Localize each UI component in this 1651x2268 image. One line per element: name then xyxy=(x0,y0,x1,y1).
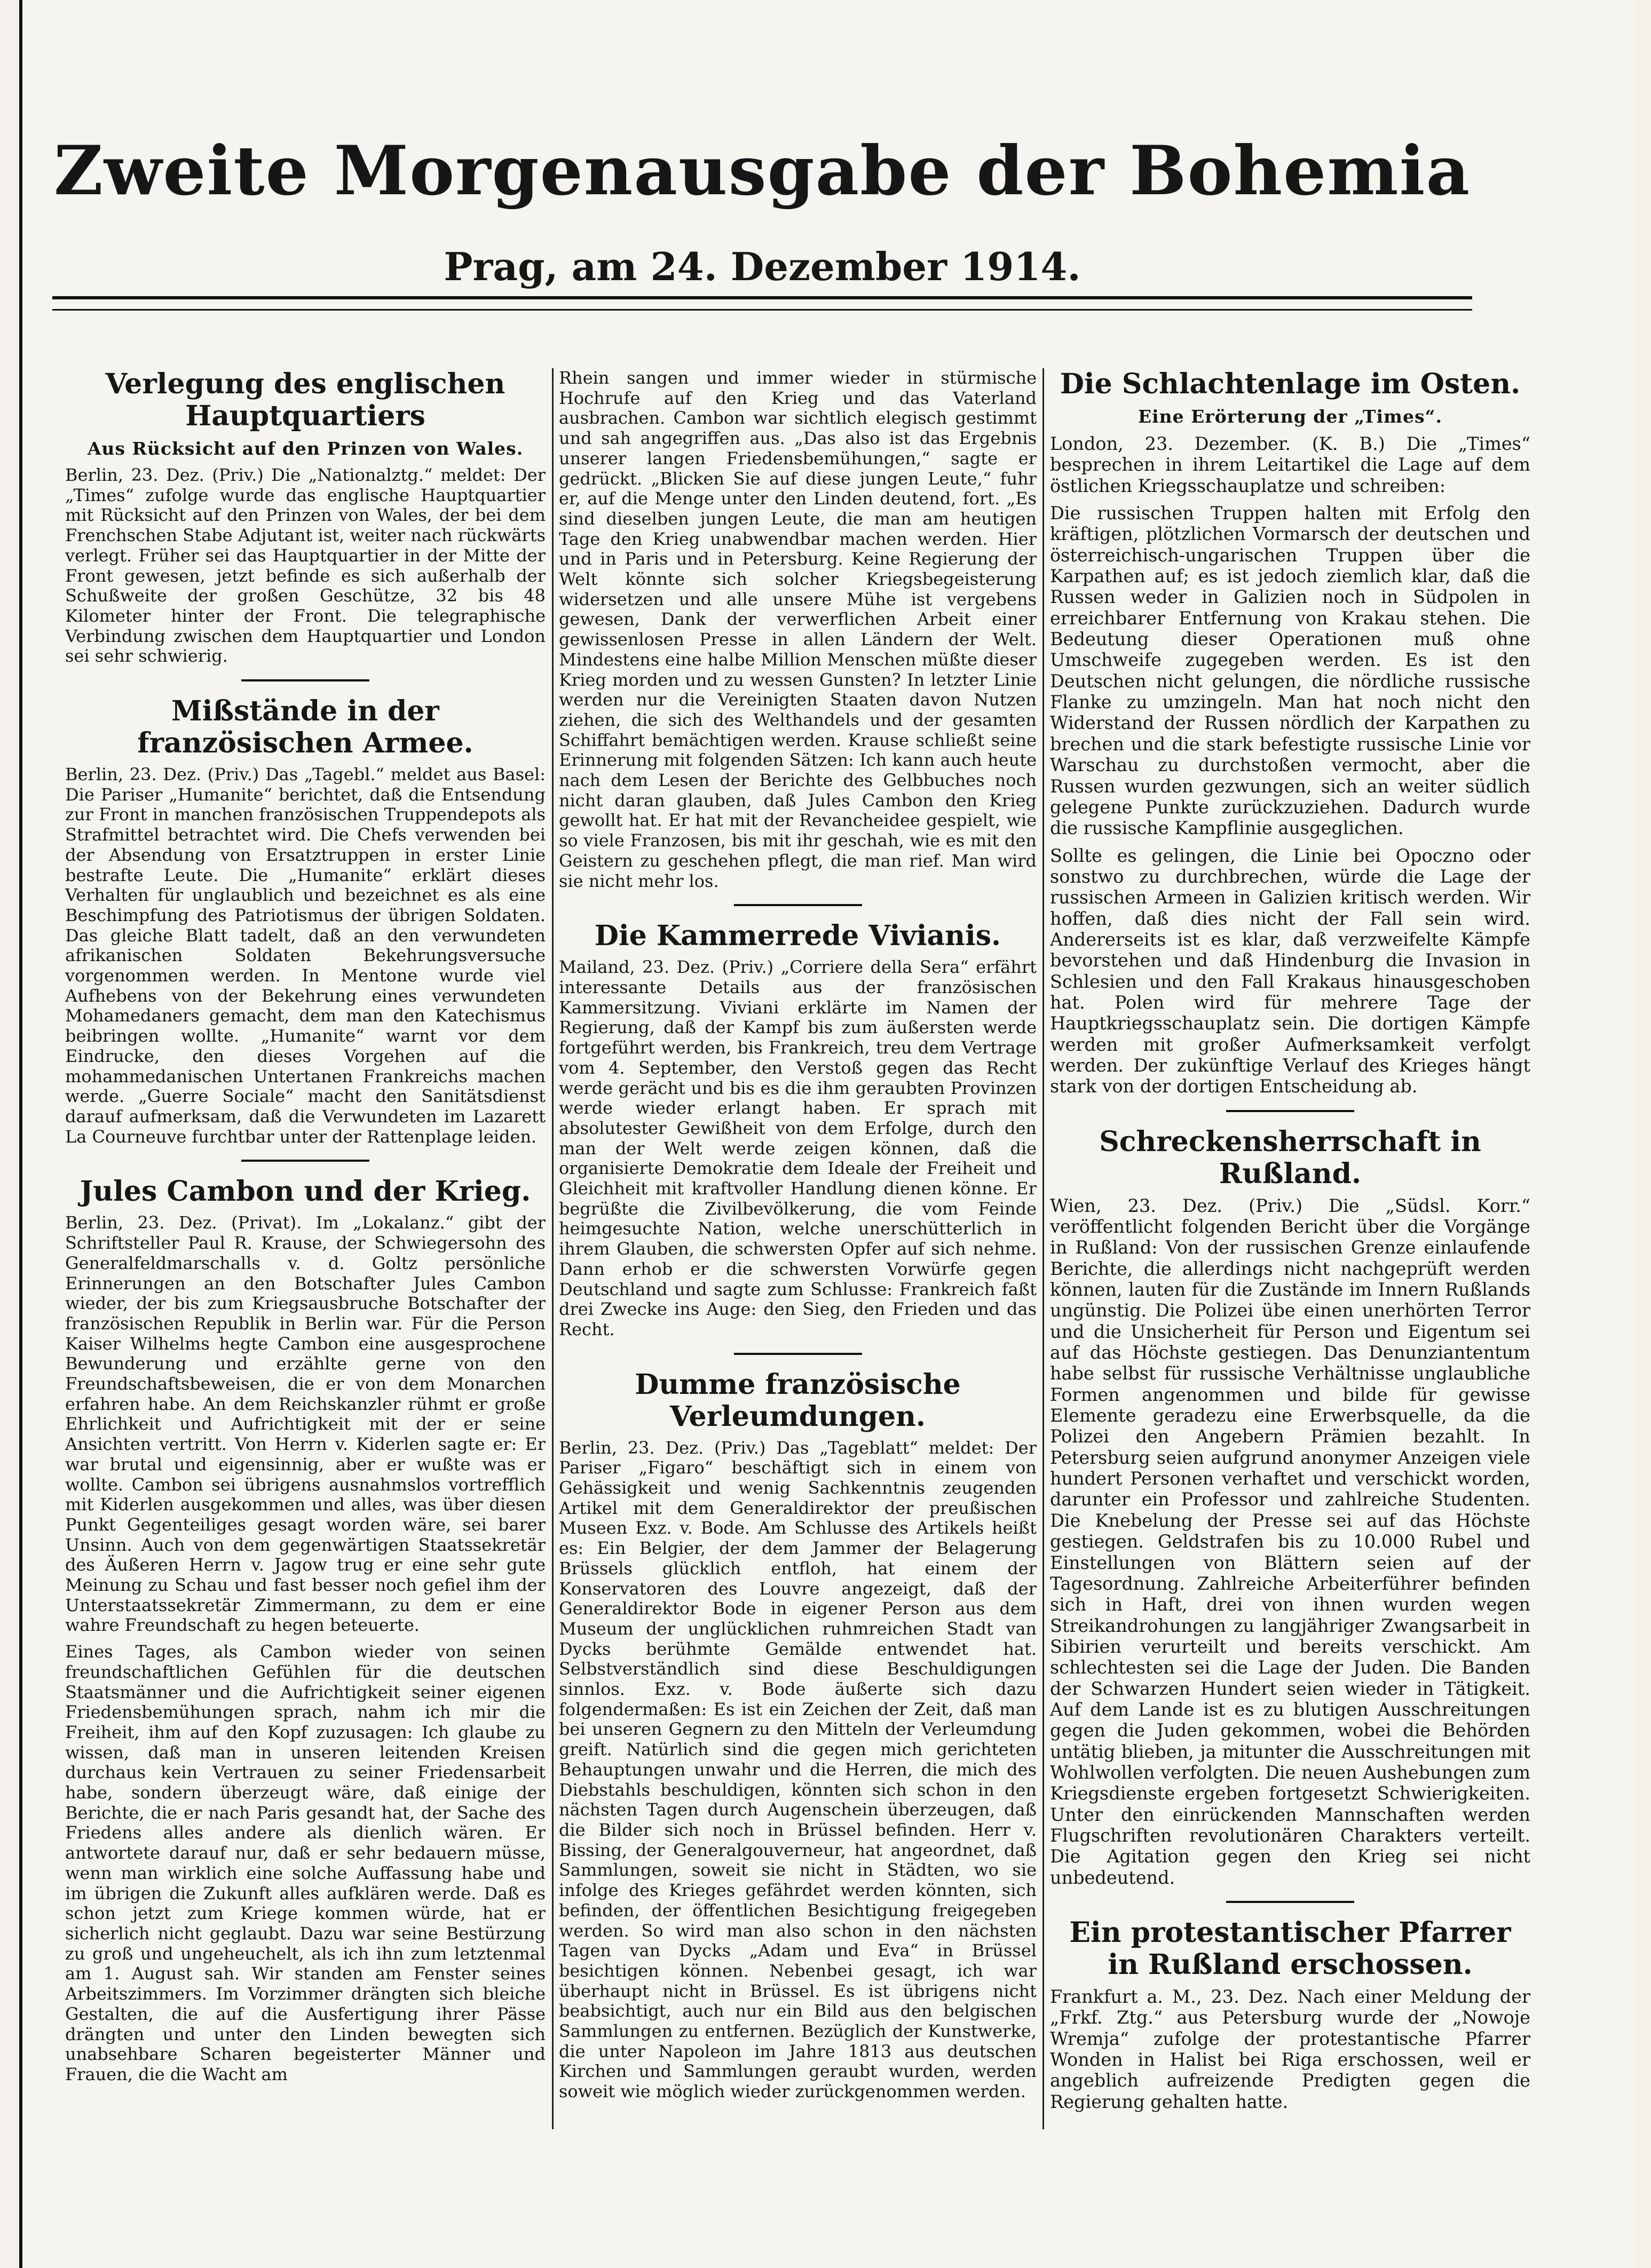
article-paragraph: London, 23. Dezember. (K. B.) Die „Times“ besprechen in ihrem Leitartikel die Lage auf dem östlichen Kriegsschauplatze und schreiben: xyxy=(1050,433,1530,496)
article-separator xyxy=(1226,1110,1354,1112)
article-paragraph: Berlin, 23. Dez. (Priv.) Die „Nationalztg.“ meldet: Der „Times“ zufolge wurde das englische Hauptquartier mit Rücksicht auf den Prinzen von Wales, der bei dem Frenchschen Stabe Adjutant ist, weiter nach rückwärts verlegt. Früher sei das Hauptquartier in der Mitte der Front gewesen, jetzt befinde es sich außerhalb der Schußweite der großen Geschütze, 32 bis 48 Kilometer hinter der Front. Die telegraphische Verbindung zwischen dem Hauptquartier und London sei sehr schwierig. xyxy=(65,465,546,667)
article-headline: Mißstände in der französischen Armee. xyxy=(137,695,473,760)
article xyxy=(1050,1126,1530,1888)
article-headline: Die Schlachtenlage im Osten. xyxy=(1060,368,1521,400)
masthead-rule xyxy=(52,296,1472,311)
article-headline: Dumme französische Verleumdungen. xyxy=(635,1368,961,1433)
article-paragraph: Sollte es gelingen, die Linie bei Opoczno oder sonstwo zu durchbrechen, würde die Lage der russischen Armeen in Galizien kritisch werden. Wir hoffen, daß dies nicht der Fall sein wird. Andererseits ist es klar, daß verzweifelte Kämpfe bevorstehen und daß Hindenburg die Invasion in Schlesien und den Fall Krakaus hinausgeschoben hat. Polen wird für mehrere Tage der Hauptkriegsschauplatz sein. Die dortigen Kämpfe werden mit großer Aufmerksamkeit verfolgt werden. Der zukünftige Verlauf des Krieges hängt stark von der dortigen Entscheidung ab. xyxy=(1050,845,1530,1097)
article-paragraph: Die russischen Truppen halten mit Erfolg den kräftigen, plötzlichen Vormarsch der deutschen und österreichisch-ungarischen Truppen über die Karpathen auf; es ist jedoch ziemlich klar, daß die Russen weder in Galizien noch in Südpolen in erreichbarer Entfernung von Krakau stehen. Die Bedeutung dieser Operationen muß ohne Umschweife zugegeben werden. Es ist den Deutschen nicht gelungen, die nördliche russische Flanke zu umzingeln. Man hat noch nicht den Widerstand der Russen nördlich der Karpathen zu brechen und die stark befestigte russische Linie vor Warschau zu durchstoßen vermocht, aber die Russen wurden gezwungen, sich an weiter südlich gelegene Punkte zurückzuziehen. Dadurch wurde die russische Kampflinie ausgeglichen. xyxy=(1050,503,1530,839)
article xyxy=(559,920,1037,1339)
article-headline: Ein protestantischer Pfarrer in Rußland erschossen. xyxy=(1069,1916,1511,1981)
article xyxy=(65,368,546,667)
article xyxy=(559,1369,1037,2102)
article xyxy=(65,1176,546,2084)
article-paragraph: Frankfurt a. M., 23. Dez. Nach einer Meldung der „Frkf. Ztg.“ aus Petersburg wurde der „Nowoje Wremja“ zufolge der protestantische Pfarrer Wonden in Halist bei Riga erschossen, weil er angeblich aufreizende Predigten gegen die Regierung gehalten hatte. xyxy=(1050,1986,1530,2112)
article-headline: Jules Cambon und der Krieg. xyxy=(80,1175,531,1208)
article-subhead: Aus Rücksicht auf den Prinzen von Wales. xyxy=(87,438,524,459)
masthead-date-line: Prag, am 24. Dezember 1914. xyxy=(444,244,1081,289)
article-paragraph: Berlin, 23. Dez. (Privat). Im „Lokalanz.“ gibt der Schriftsteller Paul R. Krause, der Schwiegersohn des Generalfeldmarschalls v. d. Goltz persönliche Erinnerungen an den Botschafter Jules Cambon wieder, der bis zum Kriegsausbruche Botschafter der französischen Republik in Berlin war. Für die Person Kaiser Wilhelms hegte Cambon eine ausgesprochene Bewunderung und erzählte gerne von den Freundschaftsbeweisen, die er von dem Monarchen erfahren habe. An dem Reichskanzler rühmt er große Ehrlichkeit und Aufrichtigkeit mit der er seine Ansichten vertritt. Von Herrn v. Kiderlen sagte er: Er war brutal und eigensinnig, aber er wußte was er wollte. Cambon sei übrigens ausnahmslos vortrefflich mit Kiderlen ausgekommen und alles, was über diesen Punkt Gegenteiliges gesagt worden wäre, sei barer Unsinn. Auch von dem gegenwärtigen Staatssekretär des Äußeren Herrn v. Jagow trug er eine sehr gute Meinung zu Schau und fast besser noch gefiel ihm der Unterstaatssekretär Zimmermann, zu dem er eine wahre Freundschaft zu hegen beteuerte. xyxy=(65,1212,546,1636)
article-separator xyxy=(241,679,369,681)
article-headline: Verlegung des englischen Hauptquartiers xyxy=(105,368,505,432)
article-separator xyxy=(1226,1901,1354,1903)
column-left xyxy=(65,368,546,2129)
article xyxy=(1050,1917,1530,2112)
column-middle xyxy=(559,368,1037,2135)
article-paragraph: Wien, 23. Dez. (Priv.) Die „Südsl. Korr.“ veröffentlicht folgenden Bericht über die Vorgänge in Rußland: Von der russischen Grenze einlaufende Berichte, die allerdings nicht nachgeprüft werden können, lauten für die Zustände im Innern Rußlands ungünstig. Die Polizei übe einen unerhörten Terror und die Unsicherheit für Person und Eigentum sei auf das Höchste gestiegen. Das Denunziantentum habe selbst für russische Verhältnisse unglaubliche Formen angenommen und bilde für gewisse Elemente geradezu eine Erwerbsquelle, da die Polizei den Angebern Prämien bezahlt. In Petersburg seien aufgrund anonymer Anzeigen viele hundert Personen verhaftet und verschickt worden, darunter ein Professor und zahlreiche Studenten. Die Knebelung der Presse sei auf das Höchste gestiegen. Geldstrafen bis zu 10.000 Rubel und Einstellungen von Blättern seien auf der Tagesordnung. Zahlreiche Arbeiterführer befinden sich in Haft, drei von ihnen wurden wegen Streikandrohungen zu langjähriger Zwangsarbeit in Sibirien verurteilt und bereits verschickt. Am schlechtesten sei die Lage der Juden. Die Banden der Schwarzen Hundert seien wieder in Tätigkeit. Auf dem Lande ist es zu blutigen Ausschreitungen gegen die Juden gekommen, wobei die Behörden untätig blieben, ja mitunter die Ausschreitungen mit Wohlwollen verfolgten. Die neuen Aushebungen zum Kriegsdienste ergeben fortgesetzt Schwierigkeiten. Unter den einrückenden Mannschaften werden Flugschriften revolutionären Charakters verteilt. Die Agitation gegen den Krieg sei nicht unbedeutend. xyxy=(1050,1195,1530,1888)
article-paragraph: Mailand, 23. Dez. (Priv.) „Corriere della Sera“ erfährt interessante Details aus der französischen Kammersitzung. Viviani erklärte im Namen der Regierung, daß der Kampf bis zum äußersten werde fortgeführt werden, bis Frankreich, treu dem Vertrage vom 4. September, den Verstoß gegen das Recht werde gerächt und bis es die ihm geraubten Provinzen werde wieder erlangt haben. Er sprach mit absolutester Gewißheit von dem Erfolge, durch den man der Welt werde zeigen können, daß die organisierte Demokratie dem Ideale der Freiheit und Gleichheit mit kraftvoller Handlung dienen könne. Er begrüßte die Zivilbevölkerung, die vom Feinde heimgesuchte Nation, welche unerschütterlich in ihrem Glauben, die schwersten Opfer auf sich nehme. Dann erhob er die schwersten Vorwürfe gegen Deutschland und sagte zum Schlusse: Frankreich faßt drei Zwecke ins Auge: den Sieg, den Frieden und das Recht. xyxy=(559,957,1037,1339)
article-paragraph: Berlin, 23. Dez. (Priv.) Das „Tageblatt“ meldet: Der Pariser „Figaro“ beschäftigt sich in einem von Gehässigkeit und wenig Sachkenntnis zeugenden Artikel mit dem Generaldirektor der preußischen Museen Exz. v. Bode. Am Schlusse des Artikels heißt es: Ein Belgier, der dem Jammer der Belagerung Brüssels glücklich entfloh, hat einem der Konservatoren des Louvre angezeigt, daß der Generaldirektor Bode in eigener Person aus dem Museum der unglücklichen ruhmreichen Stadt van Dycks berühmte Gemälde entwendet hat. Selbstverständlich sind diese Beschuldigungen sinnlos. Exz. v. Bode äußerte sich dazu folgendermaßen: Es ist ein Zeichen der Zeit, daß man bei unseren Gegnern zu den Mitteln der Verleumdung greift. Natürlich sind die gegen mich gerichteten Behauptungen unwahr und die Herren, die mich des Diebstahls beschuldigen, könnten sich schon in den nächsten Tagen durch Augenschein überzeugen, daß die Bilder sich noch in Brüssel befinden. Herr v. Bissing, der Generalgouverneur, hat angeordnet, daß Sammlungen, soweit sie nicht in Städten, wo sie infolge des Krieges gefährdet werden könnten, sich befinden, der öffentlichen Besichtigung freigegeben werden. So wird man also schon in den nächsten Tagen van Dycks „Adam und Eva“ in Brüssel besichtigen können. Nebenbei gesagt, ich war überhaupt nicht in Brüssel. Es ist übrigens nicht beabsichtigt, auch nur ein Bild aus den belgischen Sammlungen zu entfernen. Bezüglich der Kunstwerke, die unter Napoleon im Jahre 1813 aus deutschen Kirchen und Sammlungen geraubt wurden, werden soweit wie möglich wieder zurückgenommen werden. xyxy=(559,1437,1037,2102)
masthead-title: Zweite Morgenausgabe der Bohemia xyxy=(53,131,1471,210)
article-continuation xyxy=(559,368,1037,891)
masthead xyxy=(52,120,1472,294)
article-separator xyxy=(734,904,862,906)
article-separator xyxy=(241,1160,369,1162)
article-subhead: Eine Erörterung der „Times“. xyxy=(1137,406,1442,427)
article xyxy=(1050,368,1530,1097)
column-right xyxy=(1050,368,1530,2124)
newspaper-page xyxy=(19,0,1633,2268)
article-paragraph: Berlin, 23. Dez. (Priv.) Das „Tagebl.“ meldet aus Basel: Die Pariser „Humanite“ berichtet, daß die Entsendung zur Front in manchen französischen Truppendepots als Strafmittel betrachtet wird. Die Chefs verwenden bei der Absendung von Ersatztruppen in erster Linie bestrafte Leute. Die „Humanite“ erklärt dieses Verhalten für unglaublich und bezeichnet es als eine Beschimpfung des Patriotismus der übrigen Soldaten. Das gleiche Blatt tadelt, daß an den verwundeten afrikanischen Soldaten Bekehrungsversuche vorgenommen werden. In Mentone wurde viel Aufhebens von der Bekehrung eines verwundeten Mohamedaners gemacht, dem man den Katechismus beibringen wollte. „Humanite“ warnt vor dem Eindrucke, den dieses Vorgehen auf die mohammedanischen Untertanen Frankreichs machen werde. „Guerre Sociale“ macht den Sanitätsdienst darauf aufmerksam, daß die Verwundeten im Lazarett La Courneuve furchtbar unter der Rattenplage leiden. xyxy=(65,764,546,1147)
column-divider xyxy=(1042,368,1044,2129)
article-paragraph: Rhein sangen und immer wieder in stürmische Hochrufe auf den Krieg und das Vaterland ausbrachen. Cambon war sichtlich elegisch gestimmt und sah angegriffen aus. „Das also ist das Ergebnis unserer langen Friedensbemühungen,“ sagte er gedrückt. „Blicken Sie auf diese jungen Leute,“ fuhr er, auf die Menge unter den Linden deutend, fort. „Es sind dieselben jungen Leute, die man am heutigen Tage den Krieg unabwendbar machen werden. Hier und in Paris und in Petersburg. Keine Regierung der Welt könnte sich solcher Kriegsbegeisterung widersetzen und alle unsere Mühe ist vergebens gewesen, Dank der verwerflichen Arbeit einer gewissenlosen Presse in allen Ländern der Welt. Mindestens eine halbe Million Menschen müßte dieser Krieg morden und zu wessen Gunsten? In letzter Linie werden nur die Vereinigten Staaten davon Nutzen ziehen, die sich des Welthandels und der gesamten Schiffahrt bemächtigen werden. Krause schließt seine Erinnerung mit folgenden Sätzen: Ich kann auch heute nach dem Lesen der Berichte des Gelbbuches noch nicht daran glauben, daß Jules Cambon den Krieg gewollt hat. Er hat mit der Revancheidee gespielt, wie so viele Franzosen, bis mit ihr geschah, wie es mit den Geistern zu geschehen pflegt, die man rief. Man wird sie nicht mehr los. xyxy=(559,368,1037,891)
article-separator xyxy=(734,1353,862,1355)
article-headline: Die Kammerrede Vivianis. xyxy=(594,919,1001,953)
column-divider xyxy=(552,368,554,2129)
article-paragraph: Eines Tages, als Cambon wieder von seinen freundschaftlichen Gefühlen für die deutschen Staatsmänner und die Aufrichtigkeit seiner eigenen Friedensbemühungen sprach, nahm ich mir die Freiheit, ihm auf den Kopf zuzusagen: Ich glaube zu wissen, daß man in unseren leitenden Kreisen durchaus kein Vertrauen zu seiner Friedensarbeit habe, sondern überzeugt wäre, daß einige der Berichte, die er nach Paris gesandt hat, der Sache des Friedens alles andere als dienlich wären. Er antwortete darauf nur, daß er sehr bedauern müsse, wenn man wirklich eine solche Auffassung habe und im übrigen die Zukunft alles aufklären werde. Daß es schon jetzt zum Kriege kommen würde, hat er sicherlich nicht geglaubt. Dazu war seine Bestürzung zu groß und ungeheuchelt, als ich ihn zum letztenmal am 1. August sah. Wir standen am Fenster seines Arbeitszimmers. Im Vorzimmer drängten sich bleiche Gestalten, die auf die Ausfertigung ihrer Pässe drängten und unter den Linden bewegten sich unabsehbare Scharen begeisterter Männer und Frauen, die die Wacht am xyxy=(65,1641,546,2084)
article-headline: Schreckensherrschaft in Rußland. xyxy=(1099,1125,1481,1190)
article xyxy=(65,695,546,1147)
